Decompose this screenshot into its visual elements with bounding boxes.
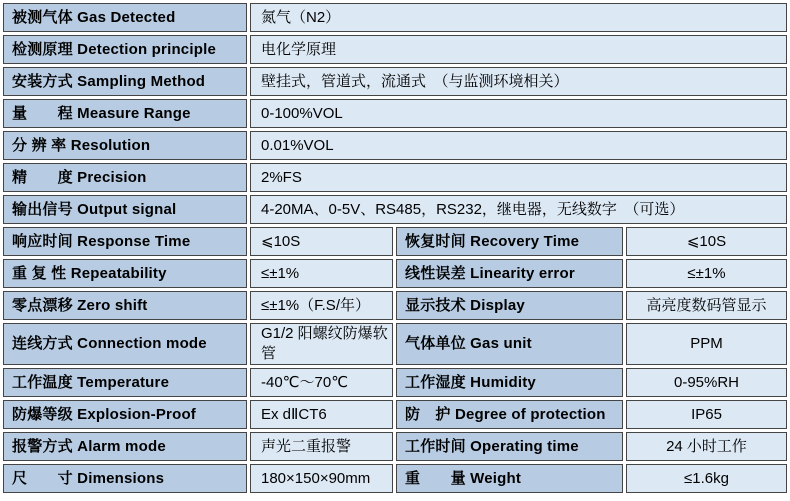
row-label: 线性误差 Linearity error — [396, 259, 623, 288]
table-row — [3, 291, 787, 320]
row-label: 尺 寸 Dimensions — [3, 464, 247, 493]
row-label: 恢复时间 Recovery Time — [396, 227, 623, 256]
row-value: IP65 — [626, 400, 787, 429]
table-row — [3, 259, 787, 288]
row-label: 分 辨 率 Resolution — [3, 131, 247, 160]
row-value: ⩽10S — [250, 227, 393, 256]
row-label: 输出信号 Output signal — [3, 195, 247, 224]
row-value: ≤±1%（F.S/年） — [250, 291, 393, 320]
table-row — [3, 35, 787, 64]
row-value: ⩽10S — [626, 227, 787, 256]
row-value: 0-95%RH — [626, 368, 787, 397]
row-value: 180×150×90mm — [250, 464, 393, 493]
table-row — [3, 3, 787, 32]
row-label: 响应时间 Response Time — [3, 227, 247, 256]
row-value: 4-20MA、0-5V、RS485，RS232，继电器，无线数字 （可选） — [250, 195, 787, 224]
row-value: 声光二重报警 — [250, 432, 393, 461]
table-row — [3, 227, 787, 256]
table-row — [3, 163, 787, 192]
row-label: 工作湿度 Humidity — [396, 368, 623, 397]
table-row — [3, 464, 787, 493]
row-value: 2%FS — [250, 163, 787, 192]
row-value: ≤±1% — [250, 259, 393, 288]
row-value: ≤±1% — [626, 259, 787, 288]
row-label: 安装方式 Sampling Method — [3, 67, 247, 96]
row-label: 零点漂移 Zero shift — [3, 291, 247, 320]
row-label: 检测原理 Detection principle — [3, 35, 247, 64]
row-value: 0.01%VOL — [250, 131, 787, 160]
row-label: 精 度 Precision — [3, 163, 247, 192]
spec-table-body — [3, 3, 787, 493]
row-value: 电化学原理 — [250, 35, 787, 64]
table-row — [3, 400, 787, 429]
row-value: 0-100%VOL — [250, 99, 787, 128]
row-label: 工作时间 Operating time — [396, 432, 623, 461]
row-label: 防 护 Degree of protection — [396, 400, 623, 429]
row-label: 显示技术 Display — [396, 291, 623, 320]
table-row — [3, 368, 787, 397]
row-value: -40℃～70℃ — [250, 368, 393, 397]
row-label: 连线方式 Connection mode — [3, 323, 247, 365]
table-row — [3, 323, 787, 365]
row-value: 高亮度数码管显示 — [626, 291, 787, 320]
row-label: 量 程 Measure Range — [3, 99, 247, 128]
row-value: 24 小时工作 — [626, 432, 787, 461]
row-label: 重 复 性 Repeatability — [3, 259, 247, 288]
row-label: 气体单位 Gas unit — [396, 323, 623, 365]
row-label: 工作温度 Temperature — [3, 368, 247, 397]
row-value: G1/2 阳螺纹防爆软管 — [250, 323, 393, 365]
row-value: Ex dⅡCT6 — [250, 400, 393, 429]
row-value: 氮气（N2） — [250, 3, 787, 32]
table-row — [3, 195, 787, 224]
row-label: 被测气体 Gas Detected — [3, 3, 247, 32]
row-label: 重 量 Weight — [396, 464, 623, 493]
row-label: 防爆等级 Explosion-Proof — [3, 400, 247, 429]
row-value: PPM — [626, 323, 787, 365]
table-row — [3, 99, 787, 128]
row-label: 报警方式 Alarm mode — [3, 432, 247, 461]
table-row — [3, 67, 787, 96]
table-row — [3, 432, 787, 461]
row-value: 壁挂式，管道式，流通式 （与监测环境相关） — [250, 67, 787, 96]
row-value: ≤1.6kg — [626, 464, 787, 493]
table-row — [3, 131, 787, 160]
